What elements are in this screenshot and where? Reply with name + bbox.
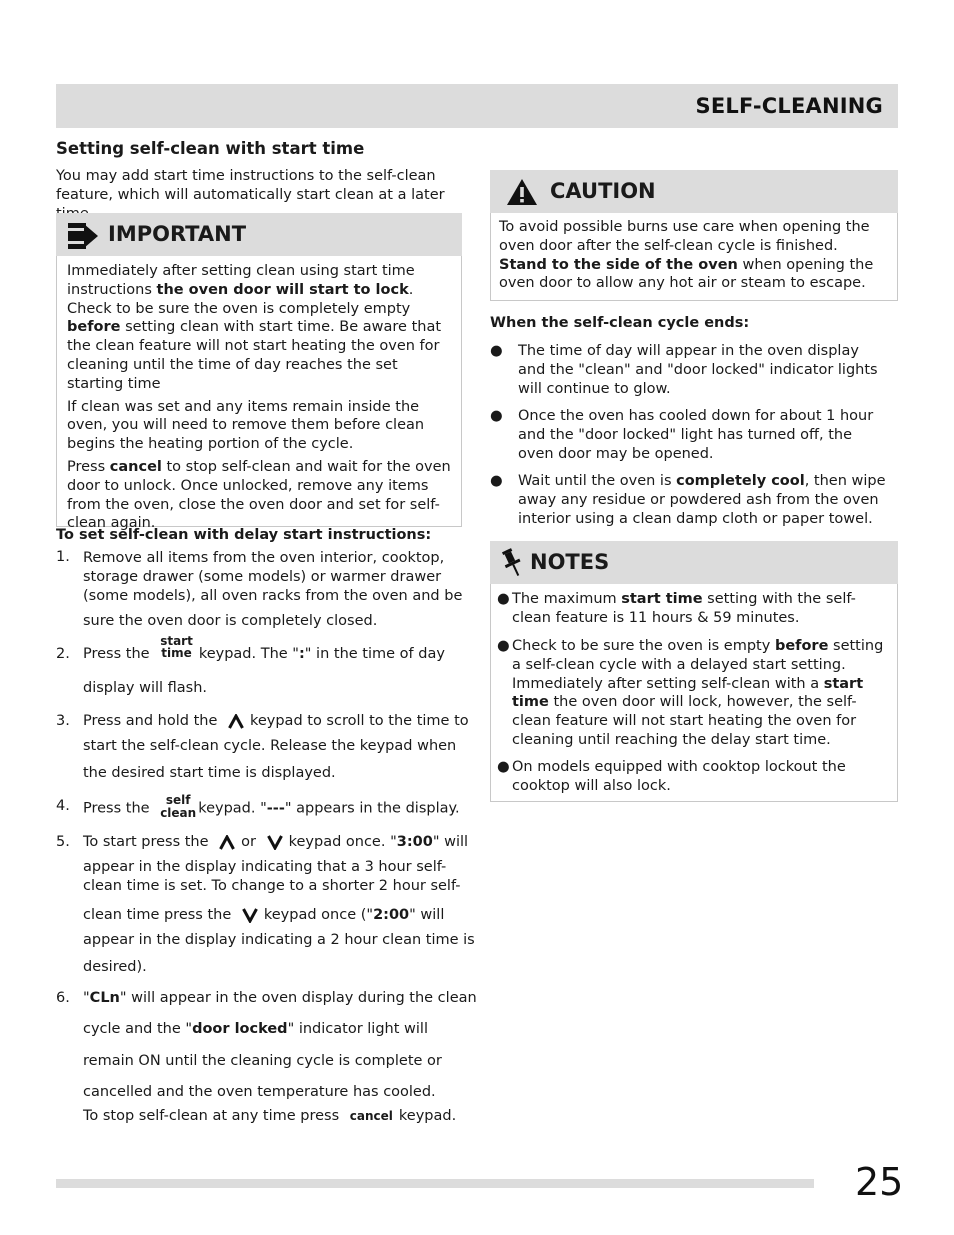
list-item-text: On models equipped with cooktop lockout the cooktop will also lock. <box>512 759 846 794</box>
step-number: 6. <box>56 990 70 1006</box>
step-text-line: To stop self-clean at any time press cancel keypad. <box>83 1108 457 1124</box>
step-text-line: clean time is set. To change to a shorter 2 hour self- <box>83 878 461 894</box>
step-text-line: "CLn" will appear in the oven display during the clean <box>83 990 477 1006</box>
step-text-line: start the self-clean cycle. Release the keypad when <box>83 738 457 754</box>
step-text-line: Press and hold the keypad to scroll to the time to <box>83 713 469 729</box>
step-number: 3. <box>56 713 70 729</box>
steps-heading: To set self-clean with delay start instructions: <box>56 527 432 543</box>
cancel-keypad-label: cancel <box>349 1108 393 1123</box>
step-text-line: appear in the display indicating a 2 hour clean time is <box>83 932 475 948</box>
bullet-icon: ● <box>497 638 510 654</box>
bullet-icon: ● <box>497 759 510 775</box>
warning-triangle-icon <box>506 178 538 206</box>
caution-box <box>490 170 898 301</box>
step-text-line: the desired start time is displayed. <box>83 765 336 781</box>
caution-body <box>490 213 898 301</box>
chevron-up-icon <box>228 714 244 729</box>
notes-box <box>490 541 898 802</box>
bullet-icon: ● <box>490 408 503 424</box>
notes-title: NOTES <box>530 550 610 574</box>
chevron-up-icon <box>219 835 235 850</box>
caution-text: To avoid possible burns use care when opening the oven door after the self-clean cycle is finished. Stand to the side of the oven when opening the oven door to allow any hot air or steam to escape. <box>499 219 874 292</box>
bullet-icon: ● <box>497 591 510 607</box>
steps-list <box>56 0 477 1235</box>
caution-header <box>490 170 898 213</box>
self-clean-keypad-label: self clean <box>160 793 197 820</box>
notes-header <box>490 541 898 584</box>
step-text-line: display will flash. <box>83 680 208 696</box>
step-number: 2. <box>56 646 70 662</box>
step-text-line: remain ON until the cleaning cycle is complete or <box>83 1053 442 1069</box>
step-text-line: To start press the or keypad once. "3:00" will <box>83 834 469 850</box>
list-item-text: The maximum start time setting with the self-clean feature is 11 hours & 59 minutes. <box>512 591 856 626</box>
list-item-text: Once the oven has cooled down for about 1 hour and the "door locked" light has turned off, the oven door may be opened. <box>518 408 874 462</box>
important-paragraph-2: If clean was set and any items remain inside the oven, you will need to remove them before clean begins the heating portion of the cycle. <box>67 398 425 453</box>
step-text-line: sure the oven door is completely closed. <box>83 613 378 629</box>
pushpin-icon <box>500 548 524 578</box>
intro-text: You may add start time instructions to the self-clean feature, which will automatically start clean at a later <box>56 168 445 203</box>
caution-title: CAUTION <box>550 179 656 203</box>
step-text-line: Press the start time keypad. The ":" in the time of day <box>83 633 445 662</box>
step-text-line: clean time press the keypad once ("2:00" will <box>83 907 445 923</box>
step-text: Remove all items from the oven interior, cooktop, storage drawer (some models) or warmer drawer (some models), all oven racks from the oven and be <box>83 550 463 604</box>
important-paragraph-1: Immediately after setting clean using start time instructions the oven door will start to lock. Check to be sure the oven is completely empty before setting clean with start time. Be aware that the clean feature will not start heating the oven for cleaning until the time of day reaches the set starting time <box>67 263 442 392</box>
start-time-keypad-label: start time <box>160 633 193 660</box>
bullet-icon: ● <box>490 343 503 359</box>
notes-body <box>490 584 898 802</box>
step-text-line: appear in the display indicating that a 3 hour self- <box>83 859 447 875</box>
step-number: 4. <box>56 798 70 814</box>
important-paragraph-3: Press cancel to stop self-clean and wait for the oven door to unlock. Once unlocked, remove any items from the oven, close the oven door and set for self-clean again. <box>67 458 451 532</box>
step-number: 5. <box>56 834 70 850</box>
step-number: 1. <box>56 549 70 565</box>
page-number: 25 <box>855 1160 904 1204</box>
step-text-line: cycle and the "door locked" indicator light will <box>83 1021 428 1037</box>
cycle-ends-heading: When the self-clean cycle ends: <box>490 315 750 331</box>
step-text-line: Press the self clean keypad. "---" appears in the display. <box>83 793 460 820</box>
step-text-line: cancelled and the oven temperature has cooled. <box>83 1084 436 1100</box>
chevron-down-icon <box>267 835 283 850</box>
step-text-line: desired). <box>83 959 147 975</box>
page-heading: Setting self-clean with start time <box>56 139 365 158</box>
list-item-text: Wait until the oven is completely cool, then wipe away any residue or powdered ash from the oven interior using a clean damp cloth or paper towel. <box>518 473 886 527</box>
list-item-text: The time of day will appear in the oven display and the "clean" and "door locked" indicator lights will continue to glow. <box>518 343 878 397</box>
list-item-text: Check to be sure the oven is empty before setting a self-clean cycle with a delayed start setting. Immediately after setting self-clean with a start time the oven door will lock, however, the self-clean feature will not start heating the oven for cleaning until reaching the delay start time. <box>512 638 884 748</box>
chevron-down-icon <box>242 908 258 923</box>
important-title: IMPORTANT <box>108 222 247 246</box>
footer-bar <box>56 1179 814 1188</box>
bullet-icon: ● <box>490 473 503 489</box>
section-title: SELF-CLEANING <box>695 94 883 118</box>
